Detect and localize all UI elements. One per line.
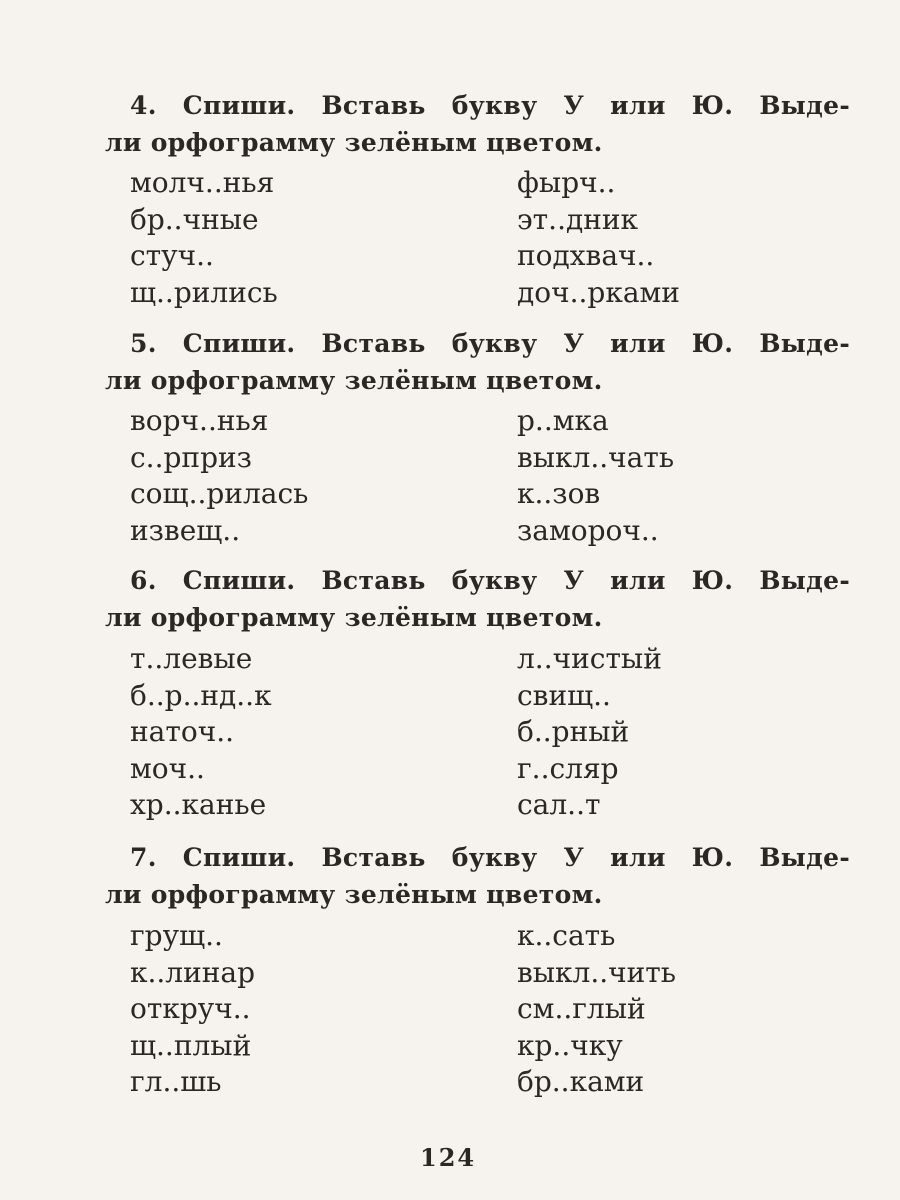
word-blank: л..чистый	[517, 642, 662, 675]
exercise-instruction-line: ли орфограмму зелёным цветом.	[105, 366, 603, 395]
word-blank: гл..шь	[130, 1065, 222, 1099]
word-row	[130, 991, 830, 1028]
word-row	[130, 678, 830, 715]
word-blank: доч..рками	[517, 275, 680, 309]
exercise-instruction-line: 7. Спиши. Вставь букву У или Ю. Выде-	[130, 843, 850, 872]
word-blank: кр..чку	[517, 1028, 623, 1062]
word-blank: щ..рились	[130, 275, 278, 309]
word-list	[130, 918, 830, 1101]
word-blank: свищ..	[517, 678, 611, 712]
word-blank: фырч..	[517, 166, 616, 199]
word-blank: хр..канье	[130, 788, 267, 822]
exercise-heading	[105, 839, 850, 913]
word-row	[130, 275, 830, 312]
exercise-heading	[105, 325, 850, 399]
word-blank: к..сать	[517, 919, 616, 952]
word-row	[130, 202, 830, 239]
exercise-instruction-line: 6. Спиши. Вставь букву У или Ю. Выде-	[130, 566, 850, 595]
word-blank: выкл..чить	[517, 955, 677, 989]
word-row	[130, 476, 830, 513]
exercise-instruction-line: ли орфограмму зелёным цветом.	[105, 603, 603, 632]
word-blank: б..рный	[517, 715, 630, 749]
word-row	[130, 440, 830, 477]
word-list	[130, 641, 830, 824]
word-blank: эт..дник	[517, 202, 639, 236]
word-blank: р..мка	[517, 404, 609, 437]
word-blank: ворч..нья	[130, 404, 269, 437]
word-blank: молч..нья	[130, 166, 275, 199]
word-blank: к..зов	[517, 477, 601, 511]
exercise-instruction-line: 5. Спиши. Вставь букву У или Ю. Выде-	[130, 329, 850, 358]
word-row	[130, 1064, 830, 1101]
word-blank: бр..ками	[517, 1065, 645, 1099]
word-blank: наточ..	[130, 715, 235, 749]
word-row	[130, 955, 830, 992]
word-row	[130, 918, 830, 955]
word-row	[130, 165, 830, 202]
word-blank: к..линар	[130, 955, 256, 989]
word-row	[130, 787, 830, 824]
page-number: 124	[420, 1143, 477, 1172]
word-blank: моч..	[130, 751, 205, 785]
word-blank: извещ..	[130, 513, 241, 547]
exercise-instruction-line: ли орфограмму зелёным цветом.	[105, 128, 603, 157]
word-blank: замороч..	[517, 513, 659, 547]
word-blank: сощ..рилась	[130, 477, 309, 511]
word-list	[130, 165, 830, 311]
word-row	[130, 641, 830, 678]
word-blank: сал..т	[517, 788, 601, 822]
word-blank: см..глый	[517, 992, 646, 1026]
exercise-heading	[105, 87, 850, 161]
word-list	[130, 403, 830, 549]
word-blank: б..р..нд..к	[130, 678, 272, 712]
word-blank: бр..чные	[130, 202, 259, 236]
word-blank: откруч..	[130, 992, 251, 1026]
exercise-heading	[105, 562, 850, 636]
word-blank: с..рприз	[130, 440, 252, 474]
word-blank: выкл..чать	[517, 440, 675, 474]
word-blank: г..сляр	[517, 751, 619, 785]
word-row	[130, 513, 830, 550]
word-row	[130, 1028, 830, 1065]
word-blank: стуч..	[130, 239, 214, 273]
word-blank: подхвач..	[517, 239, 655, 273]
exercise-instruction-line: 4. Спиши. Вставь букву У или Ю. Выде-	[130, 91, 850, 120]
word-row	[130, 751, 830, 788]
exercise-instruction-line: ли орфограмму зелёным цветом.	[105, 880, 603, 909]
word-blank: т..левые	[130, 642, 253, 675]
word-row	[130, 714, 830, 751]
word-row	[130, 403, 830, 440]
word-blank: грущ..	[130, 919, 223, 952]
word-blank: щ..плый	[130, 1028, 252, 1062]
word-row	[130, 238, 830, 275]
